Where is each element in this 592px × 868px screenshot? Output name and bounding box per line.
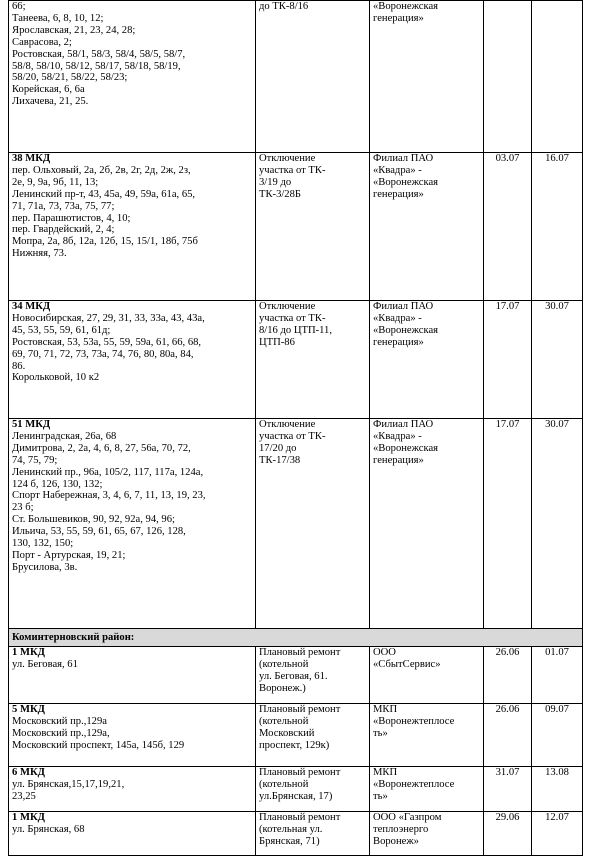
building-count: 38 МКД [12, 153, 51, 164]
organization-line: «Квадра» - [373, 164, 422, 176]
table-row [9, 812, 583, 856]
table-row [9, 704, 583, 767]
address-line: 74, 75, 79; [12, 454, 58, 466]
work-line: (котельной [259, 778, 309, 790]
work-description-cell [256, 419, 370, 629]
work-line: Плановый ремонт [259, 767, 341, 778]
work-line: Отключение [259, 153, 316, 164]
work-line: ТК-17/38 [259, 454, 301, 466]
address-line: Ильича, 53, 55, 59, 61, 65, 67, 126, 128, [12, 526, 186, 538]
work-line: участка от ТК- [259, 312, 326, 324]
address-line: Новосибирская, 27, 29, 31, 33, 33а, 43, 43а, [12, 312, 205, 324]
organization-cell [370, 812, 484, 856]
end-date-cell: 13.08 [532, 767, 583, 812]
address-cell [9, 1, 256, 153]
address-line: Ростовская, 53, 53а, 55, 59, 59а, 61, 66, 68, [12, 336, 202, 348]
address-line: ул. Беговая, 61 [12, 658, 78, 670]
start-date-cell [484, 1, 532, 153]
end-date-cell: 16.07 [532, 153, 583, 301]
work-description-cell [256, 301, 370, 419]
address-line: Саврасова, 2; [12, 36, 72, 48]
start-date-cell: 26.06 [484, 704, 532, 767]
address-line: 71, 71а, 73, 73а, 75, 77; [12, 200, 115, 212]
address-line: Московский проспект, 145а, 145б, 129 [12, 739, 185, 751]
address-line: Танеева, 6, 8, 10, 12; [12, 12, 104, 24]
organization-line: Филиал ПАО [373, 153, 434, 164]
work-line: Брянская, 71) [259, 835, 320, 847]
building-count: 5 МКД [12, 704, 45, 715]
organization-line: генерация» [373, 12, 424, 24]
work-line: ул.Брянская, 17) [259, 790, 333, 802]
work-description-cell [256, 647, 370, 704]
address-line: Корольковой, 10 к2 [12, 372, 100, 384]
organization-line: «Воронежтеплосе [373, 715, 455, 727]
organization-line: «Воронежская [373, 324, 439, 336]
work-line: до ТК-8/16 [259, 1, 309, 12]
organization-line: МКП [373, 767, 398, 778]
organization-cell [370, 704, 484, 767]
end-date-cell [532, 1, 583, 153]
end-date-cell: 30.07 [532, 419, 583, 629]
address-line: ул. Брянская,15,17,19,21, [12, 778, 125, 790]
work-line: Воронеж.) [259, 682, 306, 694]
work-description-cell [256, 704, 370, 767]
organization-line: ООО «Газпром [373, 812, 442, 823]
table-row [9, 301, 583, 419]
address-line: пер. Ольховый, 2а, 2б, 2в, 2г, 2д, 2ж, 2з, [12, 164, 191, 176]
address-line: 2е, 9, 9а, 9б, 11, 13; [12, 176, 99, 188]
work-line: Отключение [259, 301, 316, 312]
address-line: ул. Брянская, 68 [12, 823, 85, 835]
organization-cell [370, 419, 484, 629]
address-line: 58/8, 58/10, 58/12, 58/17, 58/18, 58/19, [12, 60, 181, 72]
organization-line: «Воронежская [373, 1, 439, 12]
work-line: (котельная ул. [259, 823, 323, 835]
address-cell [9, 419, 256, 629]
address-line: Ленинградская, 26а, 68 [12, 430, 117, 442]
work-description-cell [256, 153, 370, 301]
organization-line: генерация» [373, 336, 424, 348]
end-date-cell: 09.07 [532, 704, 583, 767]
work-line: 8/16 до ЦТП-11, [259, 324, 332, 336]
table-row [9, 419, 583, 629]
address-line: Ростовская, 58/1, 58/3, 58/4, 58/5, 58/7, [12, 48, 186, 60]
work-line: участка от ТК- [259, 164, 326, 176]
work-line: проспект, 129к) [259, 739, 330, 751]
outage-table [8, 0, 583, 856]
address-cell [9, 767, 256, 812]
work-line: ЦТП-86 [259, 336, 295, 348]
start-date-cell: 26.06 [484, 647, 532, 704]
organization-cell [370, 1, 484, 153]
address-line: Брусилова, 3в. [12, 561, 78, 573]
work-description-cell [256, 812, 370, 856]
organization-cell [370, 647, 484, 704]
address-line: Ленинский пр., 96а, 105/2, 117, 117а, 124а, [12, 466, 204, 478]
organization-line: Филиал ПАО [373, 301, 434, 312]
organization-line: «Воронежтеплосе [373, 778, 455, 790]
work-line: ул. Беговая, 61. [259, 670, 328, 682]
end-date-cell: 12.07 [532, 812, 583, 856]
organization-cell [370, 301, 484, 419]
address-line: 58/20, 58/21, 58/22, 58/23; [12, 72, 128, 84]
address-line: пер. Парашютистов, 4, 10; [12, 212, 131, 224]
address-line: Спорт Набережная, 3, 4, 6, 7, 11, 13, 19, 23, [12, 490, 206, 502]
work-line: (котельной [259, 658, 309, 670]
address-line: Мопра, 2а, 8б, 12а, 12б, 15, 15/1, 18б, 75б [12, 236, 198, 248]
work-line: Отключение [259, 419, 316, 430]
organization-cell [370, 153, 484, 301]
building-count: 1 МКД [12, 647, 45, 658]
start-date-cell: 17.07 [484, 301, 532, 419]
work-line: Плановый ремонт [259, 704, 341, 715]
address-line: 86. [12, 360, 26, 372]
district-heading: Коминтерновский район: [9, 629, 583, 647]
organization-line: ООО [373, 647, 396, 658]
organization-cell [370, 767, 484, 812]
organization-line: ть» [373, 790, 388, 802]
organization-line: теплоэнерго [373, 823, 429, 835]
address-cell [9, 301, 256, 419]
work-line: ТК-3/28Б [259, 188, 301, 200]
organization-line: «Квадра» - [373, 312, 422, 324]
address-line: 23,25 [12, 790, 36, 802]
building-count: 51 МКД [12, 419, 51, 430]
address-line: Ленинский пр-т, 43, 45а, 49, 59а, 61а, 65, [12, 188, 196, 200]
table-row [9, 767, 583, 812]
start-date-cell: 29.06 [484, 812, 532, 856]
organization-line: генерация» [373, 454, 424, 466]
district-row [9, 629, 583, 647]
building-count: 6 МКД [12, 767, 45, 778]
outage-table-body [9, 1, 583, 856]
work-line: 17/20 до [259, 442, 297, 454]
organization-line: «Квадра» - [373, 430, 422, 442]
address-line: Корейская, 6, 6а [12, 84, 85, 96]
end-date-cell: 30.07 [532, 301, 583, 419]
organization-line: МКП [373, 704, 398, 715]
address-line: Московский пр.,129а [12, 715, 107, 727]
work-description-cell [256, 767, 370, 812]
work-line: Плановый ремонт [259, 812, 341, 823]
organization-line: Воронеж» [373, 835, 419, 847]
address-cell [9, 153, 256, 301]
address-cell [9, 812, 256, 856]
address-cell [9, 704, 256, 767]
address-line: 45, 53, 55, 59, 61, 61д; [12, 324, 111, 336]
organization-line: «Воронежская [373, 176, 439, 188]
organization-line: «Воронежская [373, 442, 439, 454]
work-line: Плановый ремонт [259, 647, 341, 658]
work-line: 3/19 до [259, 176, 292, 188]
start-date-cell: 31.07 [484, 767, 532, 812]
address-line: Ст. Большевиков, 90, 92, 92а, 94, 96; [12, 514, 175, 526]
address-line: 124 б, 126, 130, 132; [12, 478, 103, 490]
address-line: 23 б; [12, 502, 34, 514]
address-line: 130, 132, 150; [12, 538, 74, 550]
start-date-cell: 17.07 [484, 419, 532, 629]
table-row [9, 1, 583, 153]
work-line: участка от ТК- [259, 430, 326, 442]
building-count: 34 МКД [12, 301, 51, 312]
work-description-cell [256, 1, 370, 153]
end-date-cell: 01.07 [532, 647, 583, 704]
address-line: Нижняя, 73. [12, 248, 67, 260]
address-cell [9, 647, 256, 704]
organization-line: «СбытСервис» [373, 658, 441, 670]
organization-line: ть» [373, 727, 388, 739]
address-line: Ярославская, 21, 23, 24, 28; [12, 24, 136, 36]
organization-line: Филиал ПАО [373, 419, 434, 430]
organization-line: генерация» [373, 188, 424, 200]
table-row [9, 153, 583, 301]
address-line: Лихачева, 21, 25. [12, 96, 89, 108]
work-line: Московский [259, 727, 315, 739]
address-line: Димитрова, 2, 2а, 4, 6, 8, 27, 56а, 70, 72, [12, 442, 191, 454]
address-line: пер. Гвардейский, 2, 4; [12, 224, 115, 236]
address-line: 69, 70, 71, 72, 73, 73а, 74, 76, 80, 80а, 84, [12, 348, 194, 360]
table-row [9, 647, 583, 704]
work-line: (котельной [259, 715, 309, 727]
address-line: Порт - Артурская, 19, 21; [12, 549, 126, 561]
address-line: 66; [12, 1, 26, 12]
building-count: 1 МКД [12, 812, 45, 823]
address-line: Московский пр.,129а, [12, 727, 110, 739]
start-date-cell: 03.07 [484, 153, 532, 301]
